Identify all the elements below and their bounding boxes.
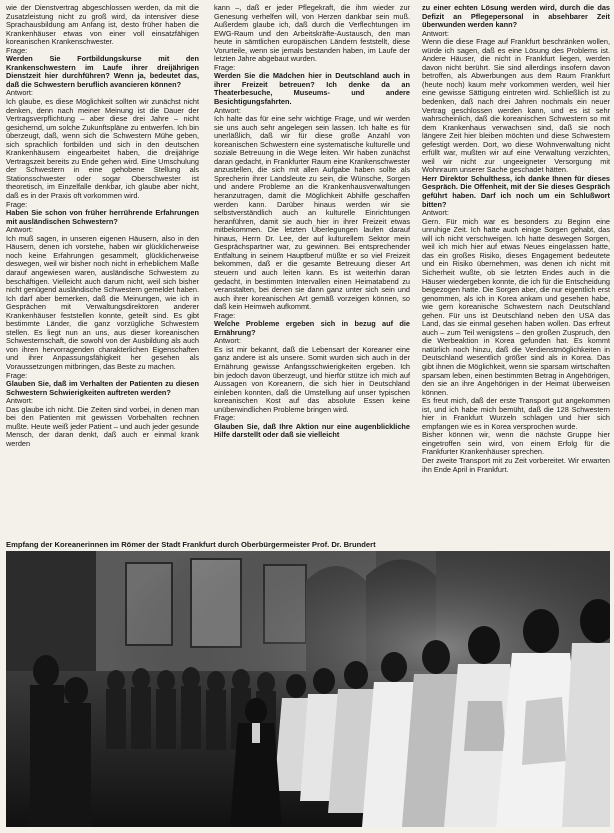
answer-paragraph: kann –, daß er jeder Pflegekraft, die ihm wieder zur Genesung verhelfen will, von Herzen dankbar sein muß. Außerdem glaube ich, daß durch die Verflechtungen im EWG-Raum und den Arbeitskräfte-Austausch, den man heute in sämtlichen europäischen Ländern feststellt, diese Vorurteile, wenn sie jemals bestanden haben, im Laufe der letzten Jahre abgebaut wurden. (214, 4, 410, 64)
speaker-label: Frage: (6, 199, 28, 209)
question-paragraph: Welche Probleme ergeben sich in bezug auf die Ernährung? (214, 319, 410, 337)
speaker-label: Frage: (6, 370, 28, 380)
speaker-label: Frage: (214, 62, 236, 72)
answer-paragraph: Der zweite Transport mit zu Zeit vorbereitet. Wir erwarten ihn Ende April in Frankfurt. (422, 455, 610, 474)
answer-paragraph: Es ist mir bekannt, daß die Lebensart der Koreaner eine ganz andere ist als unsere. Somit wurden sich auch in der Ernährung gewisse Anfangsschwierigkeiten ergeben. Ich bin jedoch davon überzeugt, und hierfür stütze ich mich auf Aussagen von Koreanern, die sich hier in Deutschland einleben konnten, daß die Umstellung auf unser typischen koreanischen Kost auf das absolute Essen keine unüberwindlichen Probleme bringen wird. (214, 344, 410, 414)
speaker-label: Antwort: (214, 336, 241, 346)
answer-paragraph: Ich glaube, es diese Möglichkeit sollten wir zunächst nicht denken, denn nach meiner Meinung ist die Dauer der Vertragsverpflichtung – aber diese drei Jahre – nicht gesichernd, um solche Zukunftspläne zu entwerfen. Ich bin überzeugt, daß, wenn sich die Schwestern Mühe geben, sich sprachlich fortbilden und sich in den deutschen Krankenhäusern eingearbeitet haben, die dreijährige Vertragszeit bereits zu Ende gehen wird. Eine Umschulung der Schwestern in eine gehobene Stellung als Stationsschwester oder sogar Oberschwester ist theoretisch, im Einzelfalle denkbar, ich glaube aber nicht, daß es in der Praxis oft vorkommen wird. (6, 97, 199, 201)
answer-paragraph: Gern. Für mich war es besonders zu Beginn eine unruhige Zeit. Ich hatte auch einige Sorgen gehabt, das will ich nicht verschweigen. Ich hatte deswegen Sorgen, weil ich mich hier auf etwas Neues eingelassen hatte, das ein großes Risiko, dieses Engagement bedeutete und ein Risiko übernehmen, was denen ich nicht mit Sicherheit wußte, ob sie letzten Endes auch in die Häuser wiedergeben konnte, die ich für die Entscheidung beigezogen hatte. Die Sorgen aber, die nur eigentlich erst genommen, als ich in Korea ankam und gesehen habe, wie gern koreanische Schwestern nach Deutschland gehen. Für uns ist Deutschland neben den USA das Land, das sie einmal gesehen haben wollen. Das erfreut auch – zum Teil wenigstens – den großen Zuspruch, den die Werbeaktion in Korea gefunden hat. Es kommt natürlich noch hinzu, daß die Verdienstmöglichkeiten in Deutschland wesentlich größer sind als in Korea. Das gibt ihnen die Möglichkeit, wenn sie sparsam wirtschaften sparsam leben, einen bestimmten Betrag in Angehörigen, den sie an ihre Angehörigen in der Heimat überweisen können. (422, 216, 610, 397)
question-paragraph: Werden Sie die Mädchen hier in Deutschland auch in ihrer Freizeit betreuen? Ich denke da an Theaterbesuche, Museums- und andere Besichtigungsfahrten. (214, 71, 410, 107)
text-column-1 (6, 4, 199, 537)
answer-paragraph: Wenn die diese Frage auf Frankfurt beschränken wollen, würde ich sagen, daß es eine Lösung des Problems ist. Andere Häuser, die nicht in Frankfurt liegen, werden davon nicht berührt. Sie sind allerdings insofern davon betroffen, als Abwerbungen aus dem Raum Frankfurt (heute noch) kaum mehr vorkommen werden, weil hier eine gewisse Sättigung eintreten wird. Schließlich ist zu bedenken, daß nach drei Jahren nochmals ein neuer Vertrag geschlossen werden kann, und es ist sehr wahrscheinlich, daß die koreanischen Schwestern so mit dem Krankenhaus verwachsen sind, daß sie noch längere Zeit hier bleiben möchten und diese Schwestern gefestigt werden. Dort, wo diese Wohnverwaltung nicht erfüllt war, mußten wir auf eine Verwaltung verzichten, weil wir nicht zur ungeeigneter Versorgung mit Wohnraum unserer Sache geschadet hätten. (422, 37, 610, 175)
reception-photo (6, 551, 610, 827)
answer-paragraph: wie der Dienstvertrag abgeschlossen werden, da mit die Zusatzleistung nicht zu groß wird, da intensiver diese Sprachausbildung am Anfang ist, desto früher haben die Krankenhäuser etwas von einer voll einsatzfähigen koreanischen Krankenschwester. (6, 4, 199, 47)
speaker-label: Antwort: (214, 105, 241, 115)
text-column-3 (422, 4, 610, 537)
speaker-label: Frage: (6, 45, 28, 55)
photo-caption: Empfang der Koreanerinnen im Römer der Stadt Frankfurt durch Oberbürgermeister Prof. Dr. Brundert (6, 540, 376, 549)
text-column-2 (214, 4, 410, 537)
answer-paragraph: Es freut mich, daß der erste Transport gut angekommen ist, und ich habe mich bemüht, daß die 128 Schwestern hier in Frankfurt Wurzeln schlagen und hier sich empfangen wie es in Korea versprochen wurde. (422, 396, 610, 431)
question-paragraph: Werden Sie Fortbildungskurse mit den Krankenschwestern im Laufe ihrer dreijährigen Dienstzeit hier durchführen? Wenn ja, bedeutet das, daß die Schwestern beruflich avancieren können? (6, 54, 199, 89)
question-paragraph: Glauben Sie, daß im Verhalten der Patienten zu diesen Schwestern Schwierigkeiten auftreten werden? (6, 379, 199, 397)
speaker-label: Antwort: (422, 28, 449, 38)
question-paragraph: Haben Sie schon von früher herrührende Erfahrungen mit ausländischen Schwestern? (6, 208, 199, 226)
answer-paragraph: Ich halte das für eine sehr wichtige Frage, und wir werden sie uns auch sehr angelegen sein lassen. Ich halte es für unerläßlich, daß wir für diese große Anzahl von koreanischen Schwestern eine systematische kulturelle und soziale Betreuung in die Wege leiten. Wir haben zunächst daran gedacht, in Frankfurter Raum eine Krankenschwester anzustellen, die sich mit allen Aufgabe haben sollte als Sprecherin ihrer Landsleute zu sein, die Wünsche, Sorgen und andere Probleme an die Krankenhausverwaltungen heranzutragen, damit die Möglichkeit Abhilfe geschaffen werden kann. Darüber hinaus werden wir sie selbstverständlich auch an kulturelle Einrichtungen heranführen, damit sie auch hier in ihrer Freizeit etwas mitbekommen. Die letzten Überlegungen laufen darauf hinaus, Herrn Dr. Lee, der auf kulturellem Sektor mein Gesprächspartner war, zu gewinnen. Bei entsprechender Entfaltung in seinem Hauptberuf müßte er so viel Freizeit bekommen, daß er die gesamte Betreuung dieser Art steuern und auch leiten kann. Es ist weiterhin daran gedacht, in bestimmten Intervallen einen Heimatabend zu veranstalten, bei denen sie dann ganz unter sich sein und auch ihrer koreanischen Art gemäß vorzeigen können, so daß kein Heimweh aufkommt. (214, 114, 410, 312)
speaker-label: Antwort: (6, 396, 33, 406)
speaker-label: Antwort: (422, 208, 449, 218)
answer-paragraph: Bisher können wir, wenn die nächste Gruppe hier eingetroffen sein wird, von einem Erfolg für die Frankfurter Krankenhäuser sprechen. (422, 430, 610, 457)
question-paragraph: Herr Direktor Schulthess, ich danke Ihnen für dieses Gespräch. Die Offenheit, mit der Sie dieses Gespräch geführt haben. Darf ich noch um ein Schlußwort bitten? (422, 173, 610, 209)
speaker-label: Frage: (214, 310, 236, 320)
speaker-label: Antwort: (6, 88, 33, 98)
answer-paragraph: Das glaube ich nicht. Die Zeiten sind vorbei, in denen man bei den Patienten mit gewissen Vorbehalten rechnen mußte. Heute weiß jeder Patient – und auch jeder gesunde Mensch, der daran denkt, daß auch er einmal krank werden (6, 404, 199, 448)
speaker-label: Frage: (214, 413, 236, 423)
question-paragraph: Glauben Sie, daß Ihre Aktion nur eine augenblickliche Hilfe darstellt oder daß sie vielleicht (214, 421, 410, 440)
speaker-label: Antwort: (6, 225, 33, 235)
question-paragraph: zu einer echten Lösung werden wird, durch die das Defizit an Pflegepersonal in absehbarer Zeit überwunden werden kann? (422, 4, 610, 30)
answer-paragraph: Ich muß sagen, in unseren eigenen Häusern, also in den Häusern, denen ich vorstehe, haben wir glücklicherweise noch keine Erfahrungen gesammelt, glücklicherweise deswegen, weil wir bisher noch nicht in erheblichem Maße darauf angewiesen waren, ausländische Schwestern zu beschäftigen. Vielleicht auch darum nicht, weil sich bisher nicht genügend ausländische Schwestern gemeldet haben. Ich darf aber bemerken, daß die Meinungen, wie ich in Gesprächen mit Verwaltungsdirektoren anderer Krankenhäuser feststellen konnte, geteilt sind. Es gibt bestimmte Länder, die ganz vorzügliche Schwestern stellen. Es liegt nun an uns, aus dieser koreanischen Schwesternschaft, die sowohl von der Ausbildung als auch von ihren hervorragenden charakterlichen Eigenschaften und ihrer Anpassungsfähigkeit her gesehen als Voraussetzungen mitbringen, das Beste zu machen. (6, 233, 199, 371)
